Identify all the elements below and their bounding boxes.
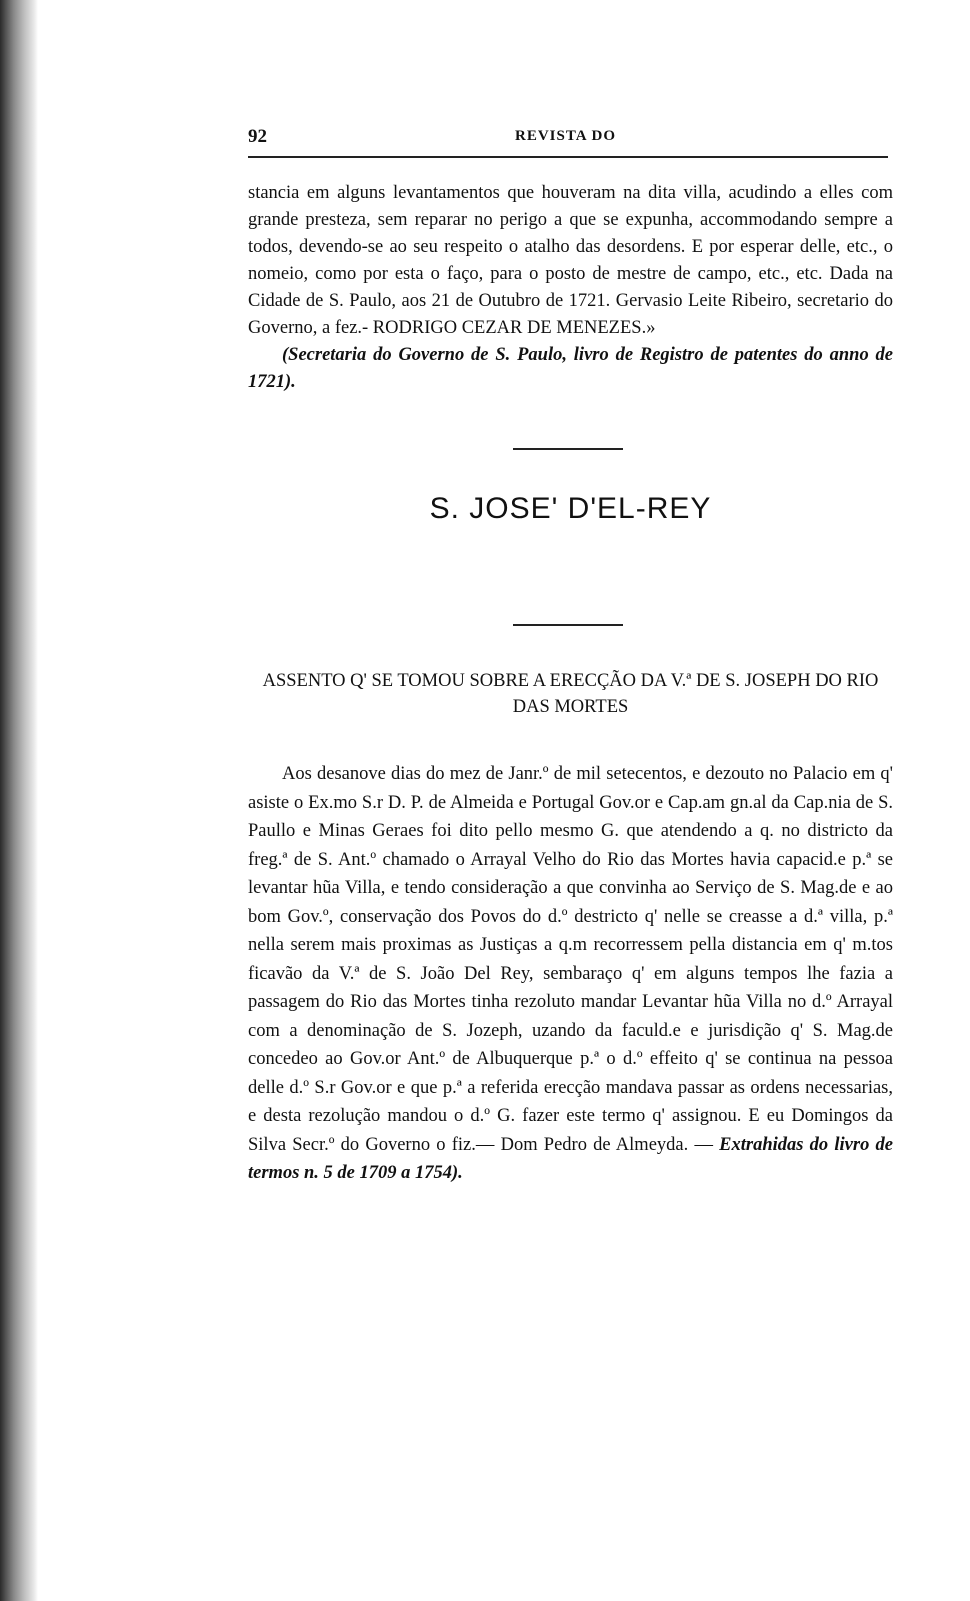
section-divider-top	[513, 448, 623, 450]
section-title: S. JOSE' D'EL-REY	[429, 492, 712, 525]
running-title: REVISTA DO	[515, 128, 616, 144]
document-source-citation: Extrahidas do livro de termos n. 5 de 1709 a 1754).	[248, 1134, 893, 1183]
document-body	[248, 760, 893, 1188]
section-divider-bottom	[513, 624, 623, 626]
book-page	[248, 120, 893, 1188]
running-head	[248, 120, 893, 152]
header-rule	[248, 156, 888, 158]
page-number: 92	[248, 126, 267, 147]
intro-text	[248, 180, 893, 396]
book-binding-edge	[0, 0, 38, 1601]
document-heading: ASSENTO Q' SE TOMOU SOBRE A ERECÇÃO DA V.ª DE S. JOSEPH DO RIO DAS MORTES	[262, 671, 879, 717]
intro-source-citation: (Secretaria do Governo de S. Paulo, livro de Registro de patentes do anno de 1721).	[248, 345, 893, 392]
document-paragraph	[248, 760, 893, 1188]
document-text: Aos desanove dias do mez de Janr.º de mil setecentos, e dezouto no Palacio em q' asiste o Ex.mo S.r D. P. de Almeida e Portugal Gov.or e Cap.am gn.al da Cap.nia de S. Paullo e Minas Geraes foi dito pello mesmo G. que atendendo a q. no districto da freg.ª de S. Ant.º chamado o Arrayal Velho do Rio das Mortes havia capacid.e p.ª se levantar hũa Villa, e tendo consideração a que convinha ao Serviço de S. Mag.de e ao bom Gov.º, conservação dos Povos do d.º destricto q' nelle se creasse a d.ª villa, p.ª nella serem mais proximas as Justiças a q.m recorressem pella distancia em q' m.tos ficavão da V.ª de S. João Del Rey, sembaraço q' em alguns tempos lhe fazia a passagem do Rio das Mortes tinha rezoluto mandar Levantar hũa Villa no d.º Arrayal com a denominação de S. Jozeph, uzando da faculd.e e jurisdição q' S. Mag.de concedeo ao Gov.or Ant.º de Albuquerque p.ª o d.º effeito q' se continua na pessoa delle d.º S.r Gov.or e que p.ª a referida erecção mandava passar as ordens necessarias, e desta rezolução mandou o d.º G. fazer este termo q' assignou. E eu Domingos da Silva Secr.º do Governo o fiz.— Dom Pedro de Almeyda. —	[248, 764, 893, 1155]
intro-paragraph: stancia em alguns levantamentos que houveram na dita villa, acudindo a elles com grande presteza, sem reparar no perigo a que se expunha, accommodando sempre a todos, devendo-se ao seu respeito o atalho das desordens. E por esperar delle, etc., o nomeio, como por esta o faço, para o posto de mestre de campo, etc., etc. Dada na Cidade de S. Paulo, aos 21 de Outubro de 1721. Gervasio Leite Ribeiro, secretario do Governo, a fez.- RODRIGO CEZAR DE MENEZES.»	[248, 183, 893, 338]
